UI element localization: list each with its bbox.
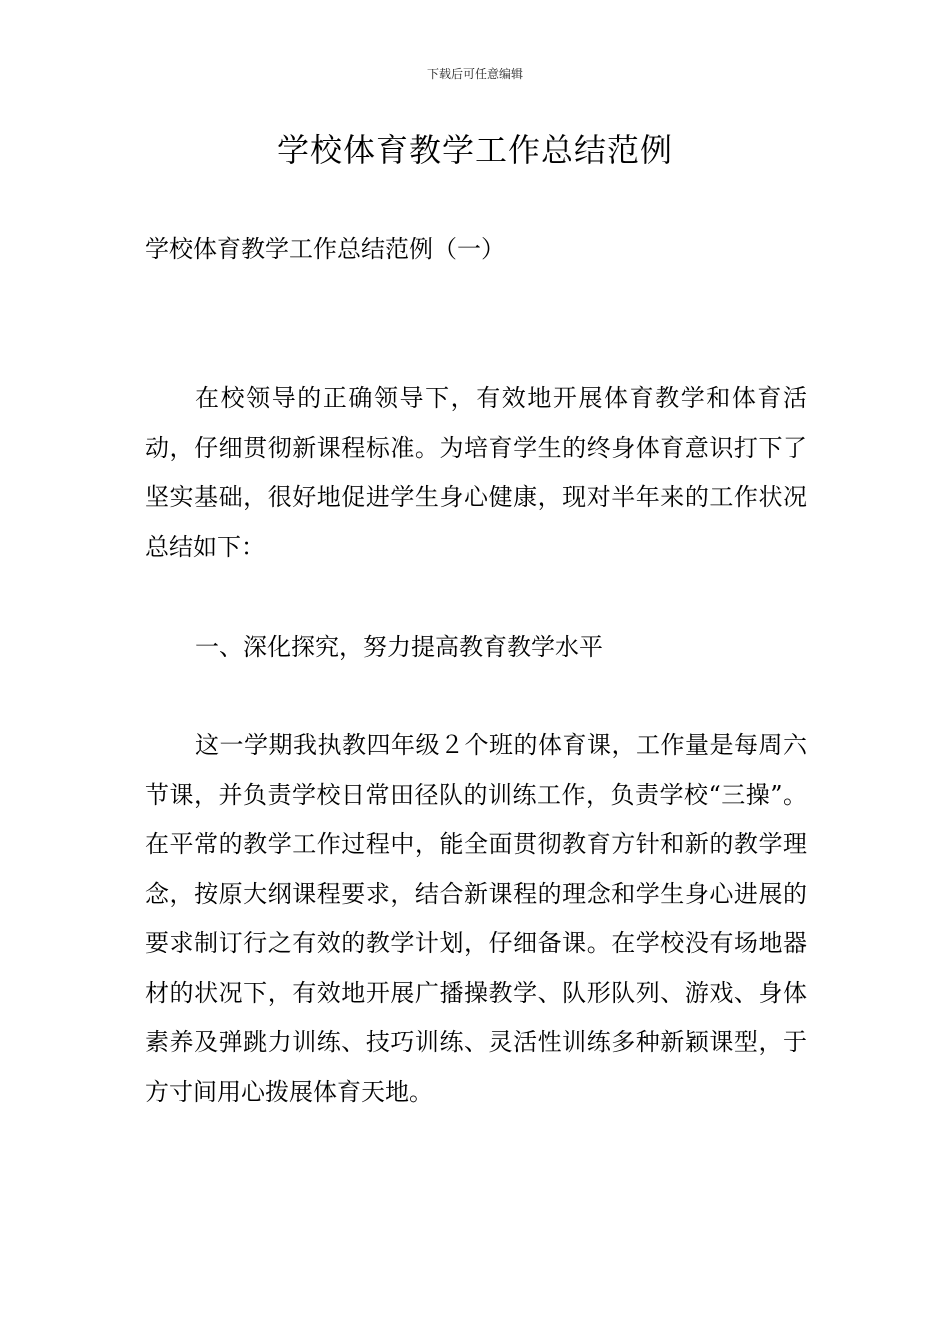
section-heading-1: 一、深化探究，努力提高教育教学水平: [195, 633, 603, 661]
paragraph-intro: 在校领导的正确领导下，有效地开展体育教学和体育活动，仔细贯彻新课程标准。为培育学生的终身体育意识打下了坚实基础，很好地促进学生身心健康，现对半年来的工作状况总结如下：: [145, 384, 807, 561]
document-subtitle: 学校体育教学工作总结范例（一）: [145, 235, 505, 263]
paragraph-section-1: 这一学期我执教四年级２个班的体育课，工作量是每周六节课，并负责学校日常田径队的训练工作，负责学校“三操”。在平常的教学工作过程中，能全面贯彻教育方针和新的教学理念，按原大纲课程要求，结合新课程的理念和学生身心进展的要求制订行之有效的教学计划，仔细备课。在学校没有场地器材的状况下，有效地开展广播操教学、队形队列、游戏、身体素养及弹跳力训练、技巧训练、灵活性训练多种新颖课型，于方寸间用心拨展体育天地。: [145, 731, 807, 1106]
document-title: 学校体育教学工作总结范例: [276, 131, 673, 169]
header-note: 下载后可任意编辑: [426, 67, 523, 81]
